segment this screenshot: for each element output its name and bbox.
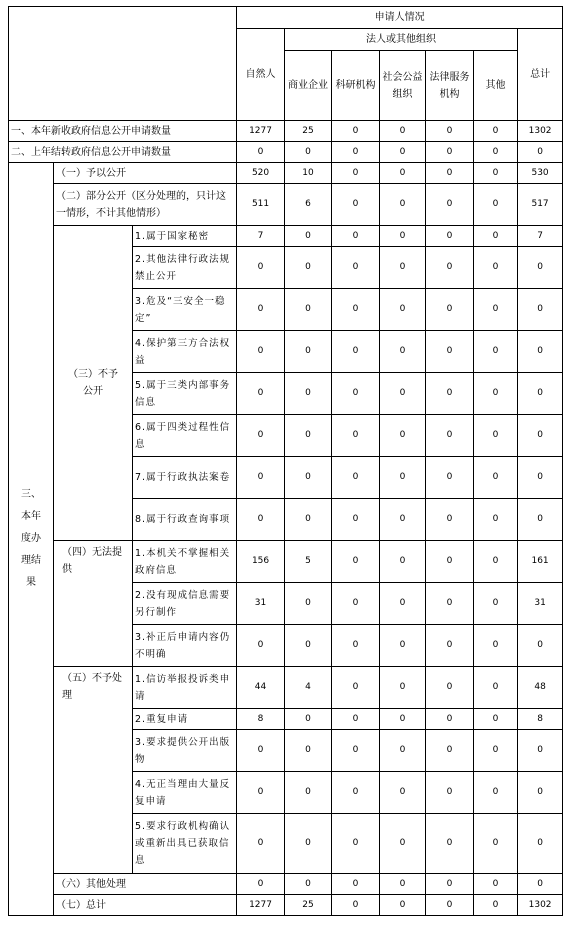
cell: 0 [474,772,518,814]
cell: 0 [474,499,518,541]
cell: 0 [426,457,474,499]
cell: 0 [426,247,474,289]
cell: 0 [285,247,332,289]
col-total: 总计 [518,29,563,121]
cell: 0 [332,331,380,373]
applicant-header: 申请人情况 [237,7,563,29]
col-public-welfare: 社会公益组织 [380,51,426,121]
cell: 0 [380,415,426,457]
cell: 8 [518,709,563,730]
cell: 0 [474,625,518,667]
cell: 0 [380,457,426,499]
cell: 0 [380,583,426,625]
cell: 0 [380,184,426,226]
cell: 0 [332,772,380,814]
cell: 0 [380,289,426,331]
cell: 5 [285,541,332,583]
cell: 0 [474,583,518,625]
row-label: 6.属于四类过程性信息 [133,415,237,457]
group-label: （五）不予处理 [54,667,133,874]
col-commercial: 商业企业 [285,51,332,121]
cell: 0 [285,499,332,541]
cell: 0 [474,895,518,916]
cell: 0 [332,373,380,415]
row-label: 2.重复申请 [133,709,237,730]
col-legal-service: 法律服务机构 [426,51,474,121]
row-label: 2.没有现成信息需要另行制作 [133,583,237,625]
cell: 0 [285,625,332,667]
cell: 0 [426,331,474,373]
cell: 0 [380,730,426,772]
cell: 0 [474,331,518,373]
cell: 0 [332,457,380,499]
cell: 0 [380,895,426,916]
cell: 511 [237,184,285,226]
cell: 0 [518,457,563,499]
row-label: （六）其他处理 [54,874,237,895]
cell: 7 [518,226,563,247]
cell: 0 [237,814,285,874]
cell: 0 [426,583,474,625]
cell: 8 [237,709,285,730]
cell: 0 [285,730,332,772]
cell: 31 [237,583,285,625]
cell: 0 [426,625,474,667]
cell: 530 [518,163,563,184]
cell: 0 [237,247,285,289]
cell: 0 [237,142,285,163]
col-research: 科研机构 [332,51,380,121]
cell: 1302 [518,895,563,916]
cell: 10 [285,163,332,184]
cell: 0 [332,625,380,667]
cell: 0 [426,184,474,226]
cell: 0 [285,772,332,814]
row-label: 3.要求提供公开出版物 [133,730,237,772]
cell: 0 [237,625,285,667]
cell: 520 [237,163,285,184]
cell: 0 [426,709,474,730]
cell: 0 [380,541,426,583]
cell: 0 [474,184,518,226]
cell: 0 [332,874,380,895]
cell: 44 [237,667,285,709]
row-label: 1.信访举报投诉类申请 [133,667,237,709]
cell: 0 [332,142,380,163]
cell: 0 [380,142,426,163]
cell: 0 [518,373,563,415]
cell: 0 [474,667,518,709]
cell: 0 [285,373,332,415]
cell: 0 [285,331,332,373]
row-label: 4.保护第三方合法权益 [133,331,237,373]
cell: 1277 [237,895,285,916]
row-label: 二、上年结转政府信息公开申请数量 [9,142,237,163]
cell: 0 [426,499,474,541]
cell: 0 [518,625,563,667]
cell: 0 [518,247,563,289]
row-label: （一）予以公开 [54,163,237,184]
corner-cell [9,7,237,121]
cell: 0 [426,667,474,709]
row-label: 1.本机关不掌握相关政府信息 [133,541,237,583]
cell: 156 [237,541,285,583]
group-label: （四）无法提供 [54,541,133,667]
cell: 0 [426,415,474,457]
cell: 6 [285,184,332,226]
cell: 0 [426,226,474,247]
table-row [9,163,563,184]
table-row [9,874,563,895]
cell: 0 [426,373,474,415]
cell: 0 [332,541,380,583]
cell: 0 [426,730,474,772]
cell: 0 [518,874,563,895]
cell: 0 [237,772,285,814]
cell: 0 [332,667,380,709]
cell: 0 [426,874,474,895]
cell: 0 [518,331,563,373]
cell: 0 [426,541,474,583]
col-other: 其他 [474,51,518,121]
cell: 0 [518,730,563,772]
table-row [9,226,563,247]
cell: 0 [332,226,380,247]
cell: 0 [426,163,474,184]
table-row [9,184,563,226]
cell: 517 [518,184,563,226]
row-label: （七）总计 [54,895,237,916]
cell: 0 [426,121,474,142]
cell: 0 [474,121,518,142]
cell: 0 [426,142,474,163]
cell: 0 [380,772,426,814]
cell: 0 [518,499,563,541]
cell: 0 [380,247,426,289]
cell: 0 [332,415,380,457]
row-label: 5.属于三类内部事务信息 [133,373,237,415]
section-3-label: 三、本年度办理结果 [9,163,54,916]
cell: 0 [380,667,426,709]
cell: 0 [518,814,563,874]
cell: 0 [237,730,285,772]
cell: 1277 [237,121,285,142]
cell: 0 [474,289,518,331]
cell: 0 [426,289,474,331]
cell: 0 [285,583,332,625]
cell: 0 [518,415,563,457]
row-label: 8.属于行政查询事项 [133,499,237,541]
cell: 0 [380,163,426,184]
cell: 0 [285,814,332,874]
cell: 0 [474,142,518,163]
group-label: （三）不予公开 [54,226,133,541]
row-label: 3.补正后申请内容仍不明确 [133,625,237,667]
cell: 0 [285,874,332,895]
cell: 0 [380,331,426,373]
cell: 0 [380,226,426,247]
cell: 0 [426,772,474,814]
cell: 0 [380,625,426,667]
cell: 0 [380,709,426,730]
cell: 0 [380,499,426,541]
row-label: 7.属于行政执法案卷 [133,457,237,499]
info-disclosure-table [8,6,563,916]
cell: 0 [237,289,285,331]
row-label: 2.其他法律行政法规禁止公开 [133,247,237,289]
cell: 0 [332,289,380,331]
cell: 0 [518,772,563,814]
cell: 0 [426,814,474,874]
col-natural-person: 自然人 [237,29,285,121]
cell: 0 [332,814,380,874]
cell: 0 [237,373,285,415]
row-label: 1.属于国家秘密 [133,226,237,247]
cell: 0 [474,814,518,874]
cell: 25 [285,121,332,142]
cell: 0 [474,709,518,730]
cell: 0 [332,583,380,625]
cell: 0 [380,814,426,874]
cell: 0 [518,142,563,163]
row-label: 3.危及“三安全一稳定” [133,289,237,331]
cell: 0 [285,457,332,499]
cell: 0 [237,499,285,541]
row-label: 4.无正当理由大量反复申请 [133,772,237,814]
cell: 0 [285,415,332,457]
cell: 0 [332,730,380,772]
cell: 0 [332,184,380,226]
row-label: （二）部分公开（区分处理的，只计这一情形，不计其他情形） [54,184,237,226]
cell: 0 [332,499,380,541]
legal-entity-header: 法人或其他组织 [285,29,518,51]
cell: 0 [332,121,380,142]
cell: 161 [518,541,563,583]
cell: 31 [518,583,563,625]
table-row [9,667,563,709]
cell: 0 [518,289,563,331]
row-label: 5.要求行政机构确认或重新出具已获取信息 [133,814,237,874]
cell: 0 [474,373,518,415]
cell: 0 [237,331,285,373]
cell: 0 [474,457,518,499]
cell: 0 [332,895,380,916]
cell: 0 [474,730,518,772]
table-row [9,541,563,583]
cell: 0 [285,226,332,247]
cell: 0 [285,289,332,331]
cell: 0 [380,874,426,895]
cell: 25 [285,895,332,916]
cell: 0 [474,541,518,583]
cell: 0 [237,874,285,895]
cell: 0 [474,415,518,457]
cell: 0 [474,226,518,247]
cell: 0 [285,142,332,163]
cell: 0 [332,709,380,730]
cell: 0 [237,415,285,457]
cell: 0 [474,247,518,289]
cell: 0 [332,163,380,184]
cell: 0 [426,895,474,916]
cell: 0 [285,709,332,730]
cell: 0 [474,163,518,184]
cell: 48 [518,667,563,709]
cell: 1302 [518,121,563,142]
cell: 0 [474,874,518,895]
table-row [9,142,563,163]
cell: 0 [380,121,426,142]
row-label: 一、本年新收政府信息公开申请数量 [9,121,237,142]
cell: 0 [380,373,426,415]
cell: 7 [237,226,285,247]
cell: 4 [285,667,332,709]
cell: 0 [332,247,380,289]
table-row [9,121,563,142]
cell: 0 [237,457,285,499]
table-row [9,895,563,916]
